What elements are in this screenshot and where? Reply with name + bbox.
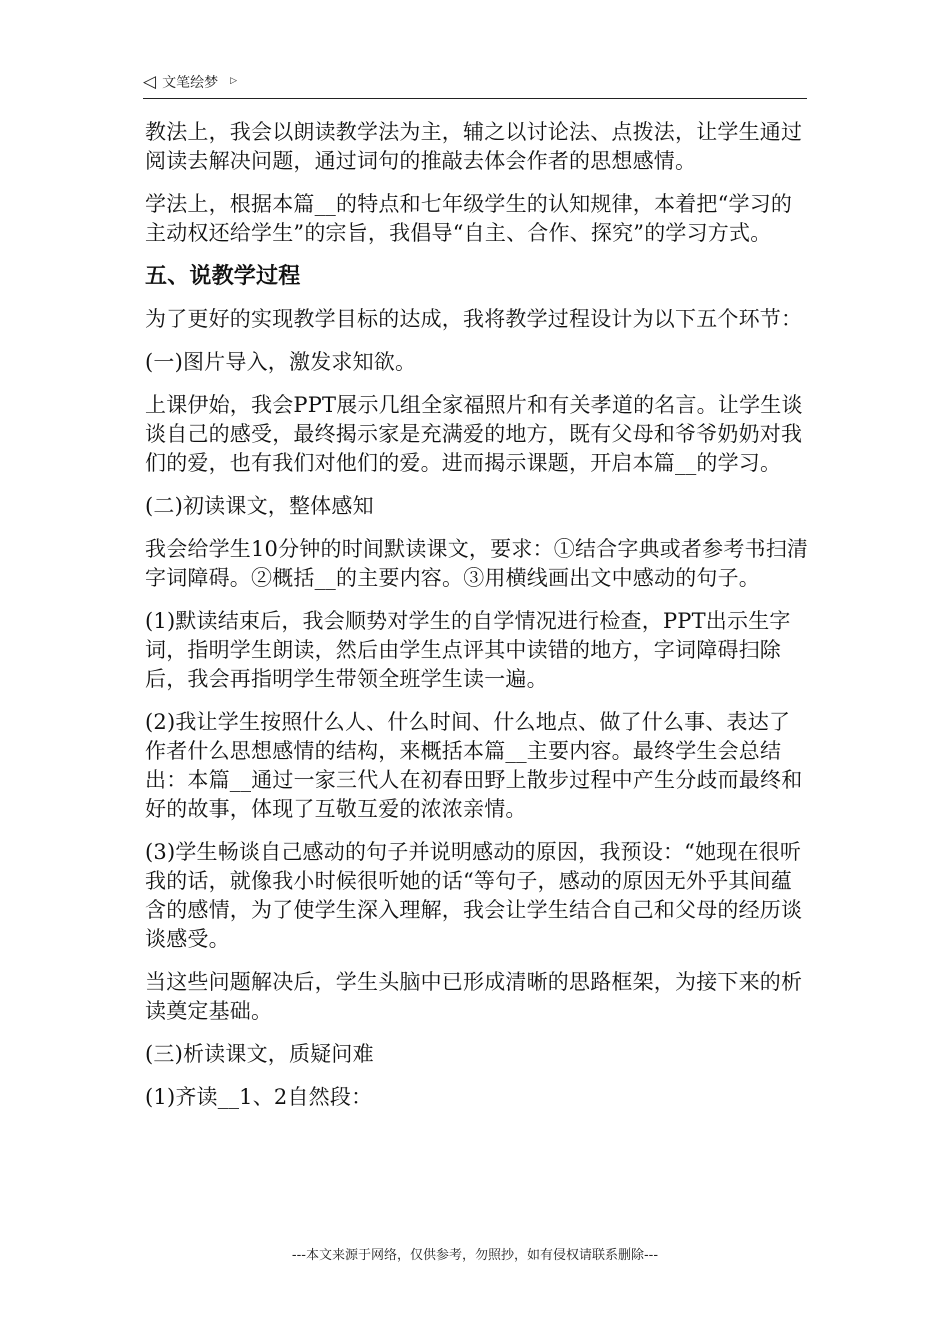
paragraph-learning-method: 学法上，根据本篇__的特点和七年级学生的认知规律，本着把“学习的主动权还给学生”的宗旨，我倡导“自主、合作、探究”的学习方式。: [145, 192, 793, 245]
step-2-heading: (二)初读课文，整体感知: [145, 494, 374, 518]
document-body: [145, 118, 810, 1126]
left-triangle-icon: ◁: [143, 72, 157, 92]
step-1-heading: (一)图片导入，激发求知欲。: [145, 350, 417, 374]
page-header: [143, 72, 807, 99]
step-3-heading: (三)析读课文，质疑问难: [145, 1042, 374, 1066]
paragraph-step-2-item-1: (1)默读结束后，我会顺势对学生的自学情况进行检查，PPT出示生字词，指明学生朗读，然后由学生点评其中读错的地方，字词障碍扫除后，我会再指明学生带领全班学生读一遍。: [145, 609, 791, 691]
paragraph-step-2-summary: 当这些问题解决后，学生头脑中已形成清晰的思路框架，为接下来的析读奠定基础。: [145, 970, 803, 1023]
brand-name: 文笔绘梦: [162, 75, 219, 91]
right-triangle-icon: ▷: [230, 76, 237, 86]
paragraph-step-2: 我会给学生10分钟的时间默读课文，要求：①结合字典或者参考书扫清字词障碍。②概括__的主要内容。③用横线画出文中感动的句子。: [145, 537, 809, 590]
paragraph-intro: 为了更好的实现教学目标的达成，我将教学过程设计为以下五个环节：: [145, 307, 803, 331]
paragraph-step-2-item-2: (2)我让学生按照什么人、什么时间、什么地点、做了什么事、表达了作者什么思想感情的结构，来概括本篇__主要内容。最终学生会总结出：本篇__通过一家三代人在初春田野上散步过程中产生分歧而最终和好的故事，体现了互敬互爱的浓浓亲情。: [145, 710, 803, 821]
paragraph-teaching-method: 教法上，我会以朗读教学法为主，辅之以讨论法、点拨法，让学生通过阅读去解决问题，通过词句的推敲去体会作者的思想感情。: [145, 120, 803, 173]
page-footer: ---本文来源于网络，仅供参考，勿照抄，如有侵权请联系删除---: [291, 1248, 659, 1263]
paragraph-step-1: 上课伊始，我会PPT展示几组全家福照片和有关孝道的名言。让学生谈谈自己的感受，最终揭示家是充满爱的地方，既有父母和爷爷奶奶对我们的爱，也有我们对他们的爱。进而揭示课题，开启本篇__的学习。: [145, 393, 803, 475]
paragraph-step-3-item-1: (1)齐读__1、2自然段：: [145, 1085, 373, 1109]
paragraph-step-2-item-3: (3)学生畅谈自己感动的句子并说明感动的原因，我预设：“她现在很听我的话，就像我小时候很听她的话“等句子，感动的原因无外乎其间蕴含的感情，为了使学生深入理解，我会让学生结合自己和父母的经历谈谈感受。: [145, 840, 803, 951]
section-title: 五、说教学过程: [145, 264, 301, 289]
